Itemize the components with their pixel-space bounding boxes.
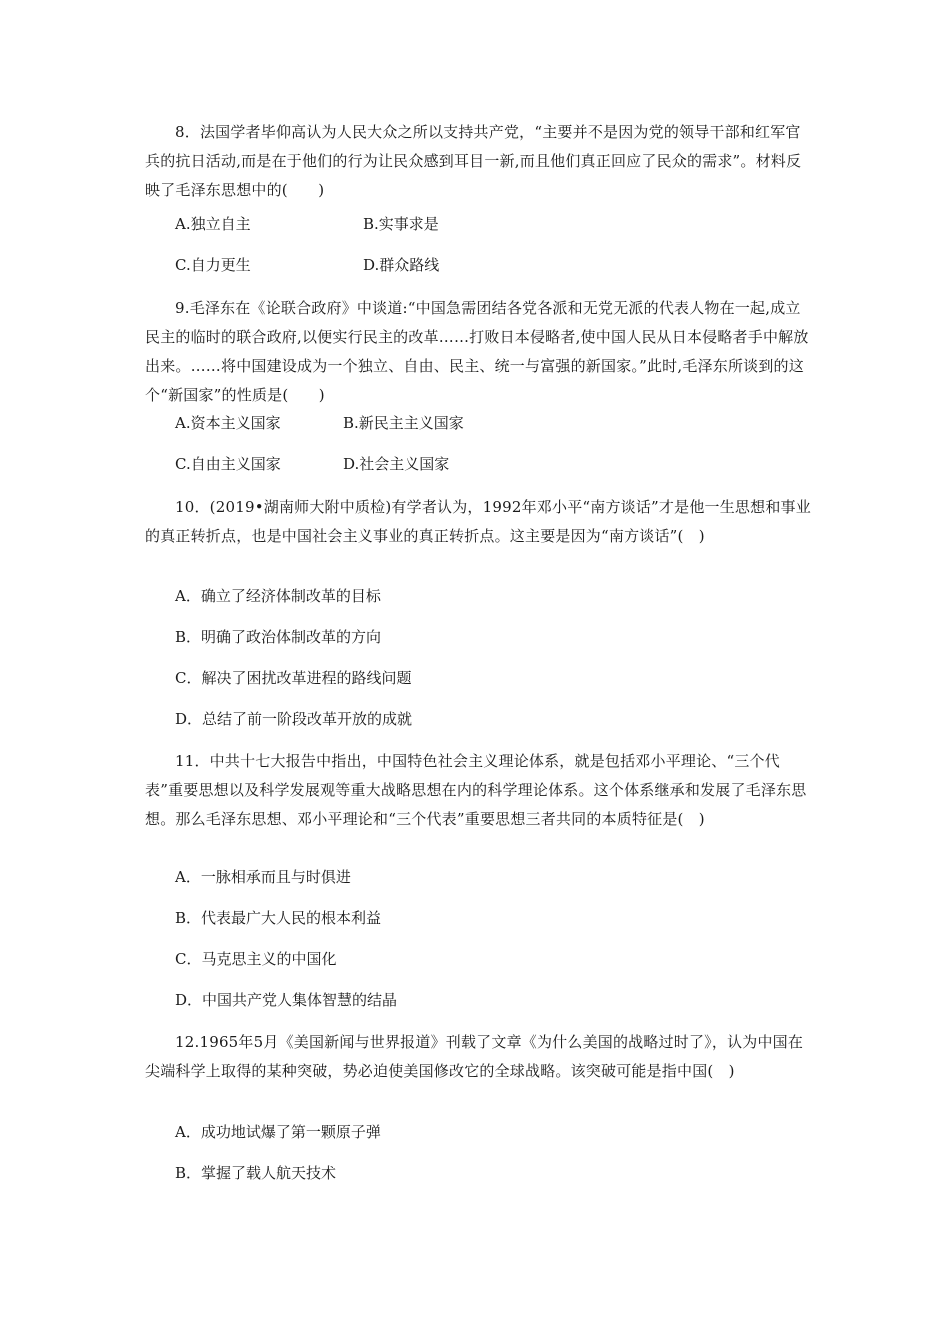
question-8-stem: 8．法国学者毕仰高认为人民大众之所以支持共产党，“主要并不是因为党的领导干部和红军官兵的抗日活动,而是在于他们的行为让民众感到耳目一新,而且他们真正回应了民众的需求”。材料反映了毛泽东思想中的( ) (145, 123, 802, 199)
question-9-option-b: B.新民主主义国家 (343, 414, 464, 432)
question-9-stem: 9.毛泽东在《论联合政府》中谈道:“中国急需团结各党各派和无党无派的代表人物在一起,成立民主的临时的联合政府,以便实行民主的改革……打败日本侵略者,使中国人民从日本侵略者手中解放出来。……将中国建设成为一个独立、自由、民主、统一与富强的新国家。”此时,毛泽东所谈到的这个“新国家”的性质是( ) (145, 299, 809, 404)
question-11-stem: 11．中共十七大报告中指出，中国特色社会主义理论体系，就是包括邓小平理论、“三个代表”重要思想以及科学发展观等重大战略思想在内的科学理论体系。这个体系继承和发展了毛泽东思想。那么毛泽东思想、邓小平理论和“三个代表”重要思想三者共同的本质特征是( ) (145, 752, 807, 828)
question-9-option-c: C.自由主义国家 (175, 455, 281, 473)
question-10-option-b: B．明确了政治体制改革的方向 (175, 628, 382, 646)
question-9-option-a: A.资本主义国家 (175, 414, 281, 432)
question-10-stem: 10．(2019•湖南师大附中质检)有学者认为，1992年邓小平“南方谈话”才是他一生思想和事业的真正转折点，也是中国社会主义事业的真正转折点。这主要是因为“南方谈话”( ) (145, 498, 811, 545)
question-8-options-row-2 (145, 255, 845, 275)
question-9-options-row-2 (145, 454, 845, 474)
question-12-stem: 12.1965年5月《美国新闻与世界报道》刊载了文章《为什么美国的战略过时了》，认为中国在尖端科学上取得的某种突破，势必迫使美国修改它的全球战略。该突破可能是指中国( ) (145, 1033, 804, 1080)
question-8-option-a: A.独立自主 (175, 215, 251, 233)
question-8-option-c: C.自力更生 (175, 256, 251, 274)
question-8-options-row-1 (145, 214, 845, 234)
question-11-option-b: B．代表最广大人民的根本利益 (175, 909, 382, 927)
question-9-option-d: D.社会主义国家 (343, 455, 450, 473)
question-12-option-a: A．成功地试爆了第一颗原子弹 (175, 1123, 381, 1141)
question-8-option-d: D.群众路线 (363, 256, 440, 274)
question-11-option-a: A．一脉相承而且与时俱进 (175, 868, 351, 886)
question-12-option-b: B．掌握了载人航天技术 (175, 1164, 337, 1182)
question-11-option-d: D．中国共产党人集体智慧的结晶 (175, 991, 398, 1009)
question-8-option-b: B.实事求是 (363, 215, 439, 233)
question-10-option-c: C．解决了困扰改革进程的路线问题 (175, 669, 412, 687)
question-11-option-c: C．马克思主义的中国化 (175, 950, 337, 968)
question-10-option-d: D．总结了前一阶段改革开放的成就 (175, 710, 413, 728)
question-10-option-a: A．确立了经济体制改革的目标 (175, 587, 381, 605)
question-9-options-row-1 (145, 413, 845, 433)
